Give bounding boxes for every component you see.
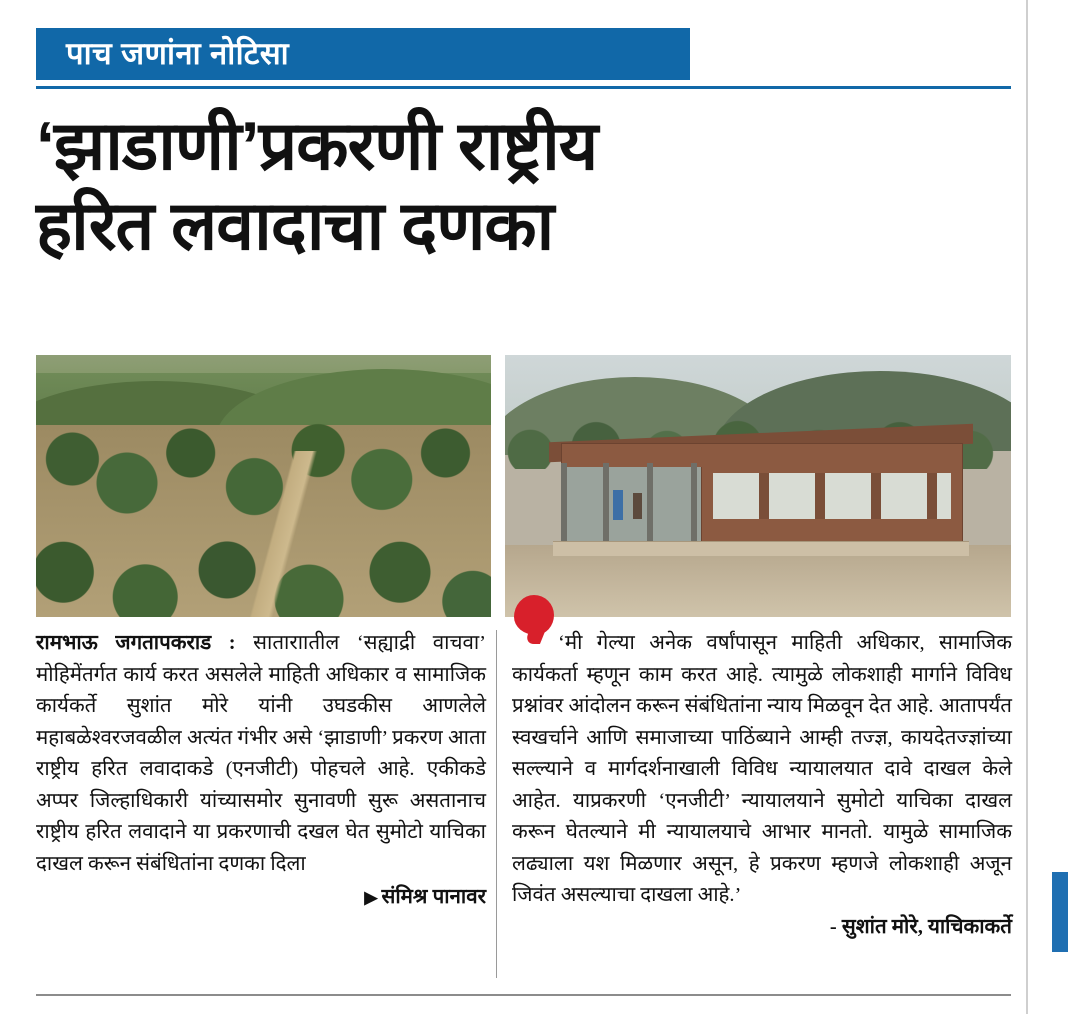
column-divider	[496, 630, 497, 978]
quote-text: ‘मी गेल्या अनेक वर्षांपासून माहिती अधिकार, सामाजिक कार्यकर्ता म्हणून काम करत आहे. त्यामुळे लोकशाही मार्गाने विविध प्रश्नांवर आंदोलन करून संबंधितांना न्याय मिळवून देत आहे. आतापर्यंत स्वखर्चाने आणि समाजाच्या पाठिंब्याने आम्ही तज्ज्ञ, कायदेतज्ज्ञांच्या सल्ल्याने व मार्गदर्शनाखाली विविध न्यायालयात दावे दाखल केले आहेत. याप्रकरणी ‘एनजीटी’ न्यायालयाने सुमोटो याचिका दाखल करून घेतल्याने मी न्यायालयाचे आभार मानतो. यामुळे सामाजिक लढ्याला यश मिळणार असून, हे प्रकरण म्हणजे लोकशाही अजून जिवंत असल्याचा दाखला आहे.’	[512, 632, 1012, 906]
left-column-paragraph	[36, 628, 486, 880]
photo-building-windows	[713, 473, 951, 519]
article-right-column	[512, 628, 1012, 943]
photo-building-plinth	[553, 541, 969, 556]
page-title	[36, 106, 1011, 266]
headline-line-2: हरित लवादाचा दणका	[36, 188, 554, 264]
headline-line-1: ‘झाडाणी’प्रकरणी राष्ट्रीय	[36, 108, 598, 184]
photo-person	[613, 490, 623, 520]
left-column-body: साताराातील ‘सह्याद्री वाचवा’ मोहिमेंतर्गत कार्य करत असलेले माहिती अधिकार व सामाजिक कार्यकर्ते सुशांत मोरे यांनी उघडकीस आणलेले महाबळेश्वरजवळील अत्यंत गंभीर असे ‘झाडाणी’ प्रकरण आता राष्ट्रीय हरित लवादाकडे (एनजीटी) पोहचले आहे. एकीकडे अप्पर जिल्हाधिकारी यांच्यासमोर सुनावणी सुरू असतानाच राष्ट्रीय हरित लवादाने या प्रकरणाची दखल घेत सुमोटो याचिका दाखल करून संबंधितांना दणका दिला	[36, 632, 486, 875]
quote-attribution: - सुशांत मोरे, याचिकाकर्ते	[829, 915, 1012, 938]
right-edge-strip-top	[1052, 0, 1068, 870]
photo-person	[633, 493, 642, 519]
bottom-rule	[36, 994, 1011, 996]
right-column-rule	[1026, 0, 1028, 1014]
article-credit	[36, 882, 486, 914]
photo-cleared-path	[186, 451, 376, 617]
hillside-deforestation-photo	[36, 355, 491, 617]
kicker-text: पाच जणांना नोटिसा	[66, 36, 290, 71]
right-edge-strip	[1052, 0, 1068, 880]
right-edge-strip-blue	[1052, 872, 1068, 952]
arrow-icon: ▶	[364, 888, 378, 907]
dateline: रामभाऊ जगतापकराड :	[36, 632, 236, 654]
article-left-column	[36, 628, 486, 914]
school-building-photo	[505, 355, 1011, 617]
credit-text: संमिश्र पानावर	[381, 886, 486, 908]
pull-quote	[512, 628, 1012, 912]
kicker-underline	[36, 86, 1011, 89]
photo-gutter	[491, 355, 505, 617]
